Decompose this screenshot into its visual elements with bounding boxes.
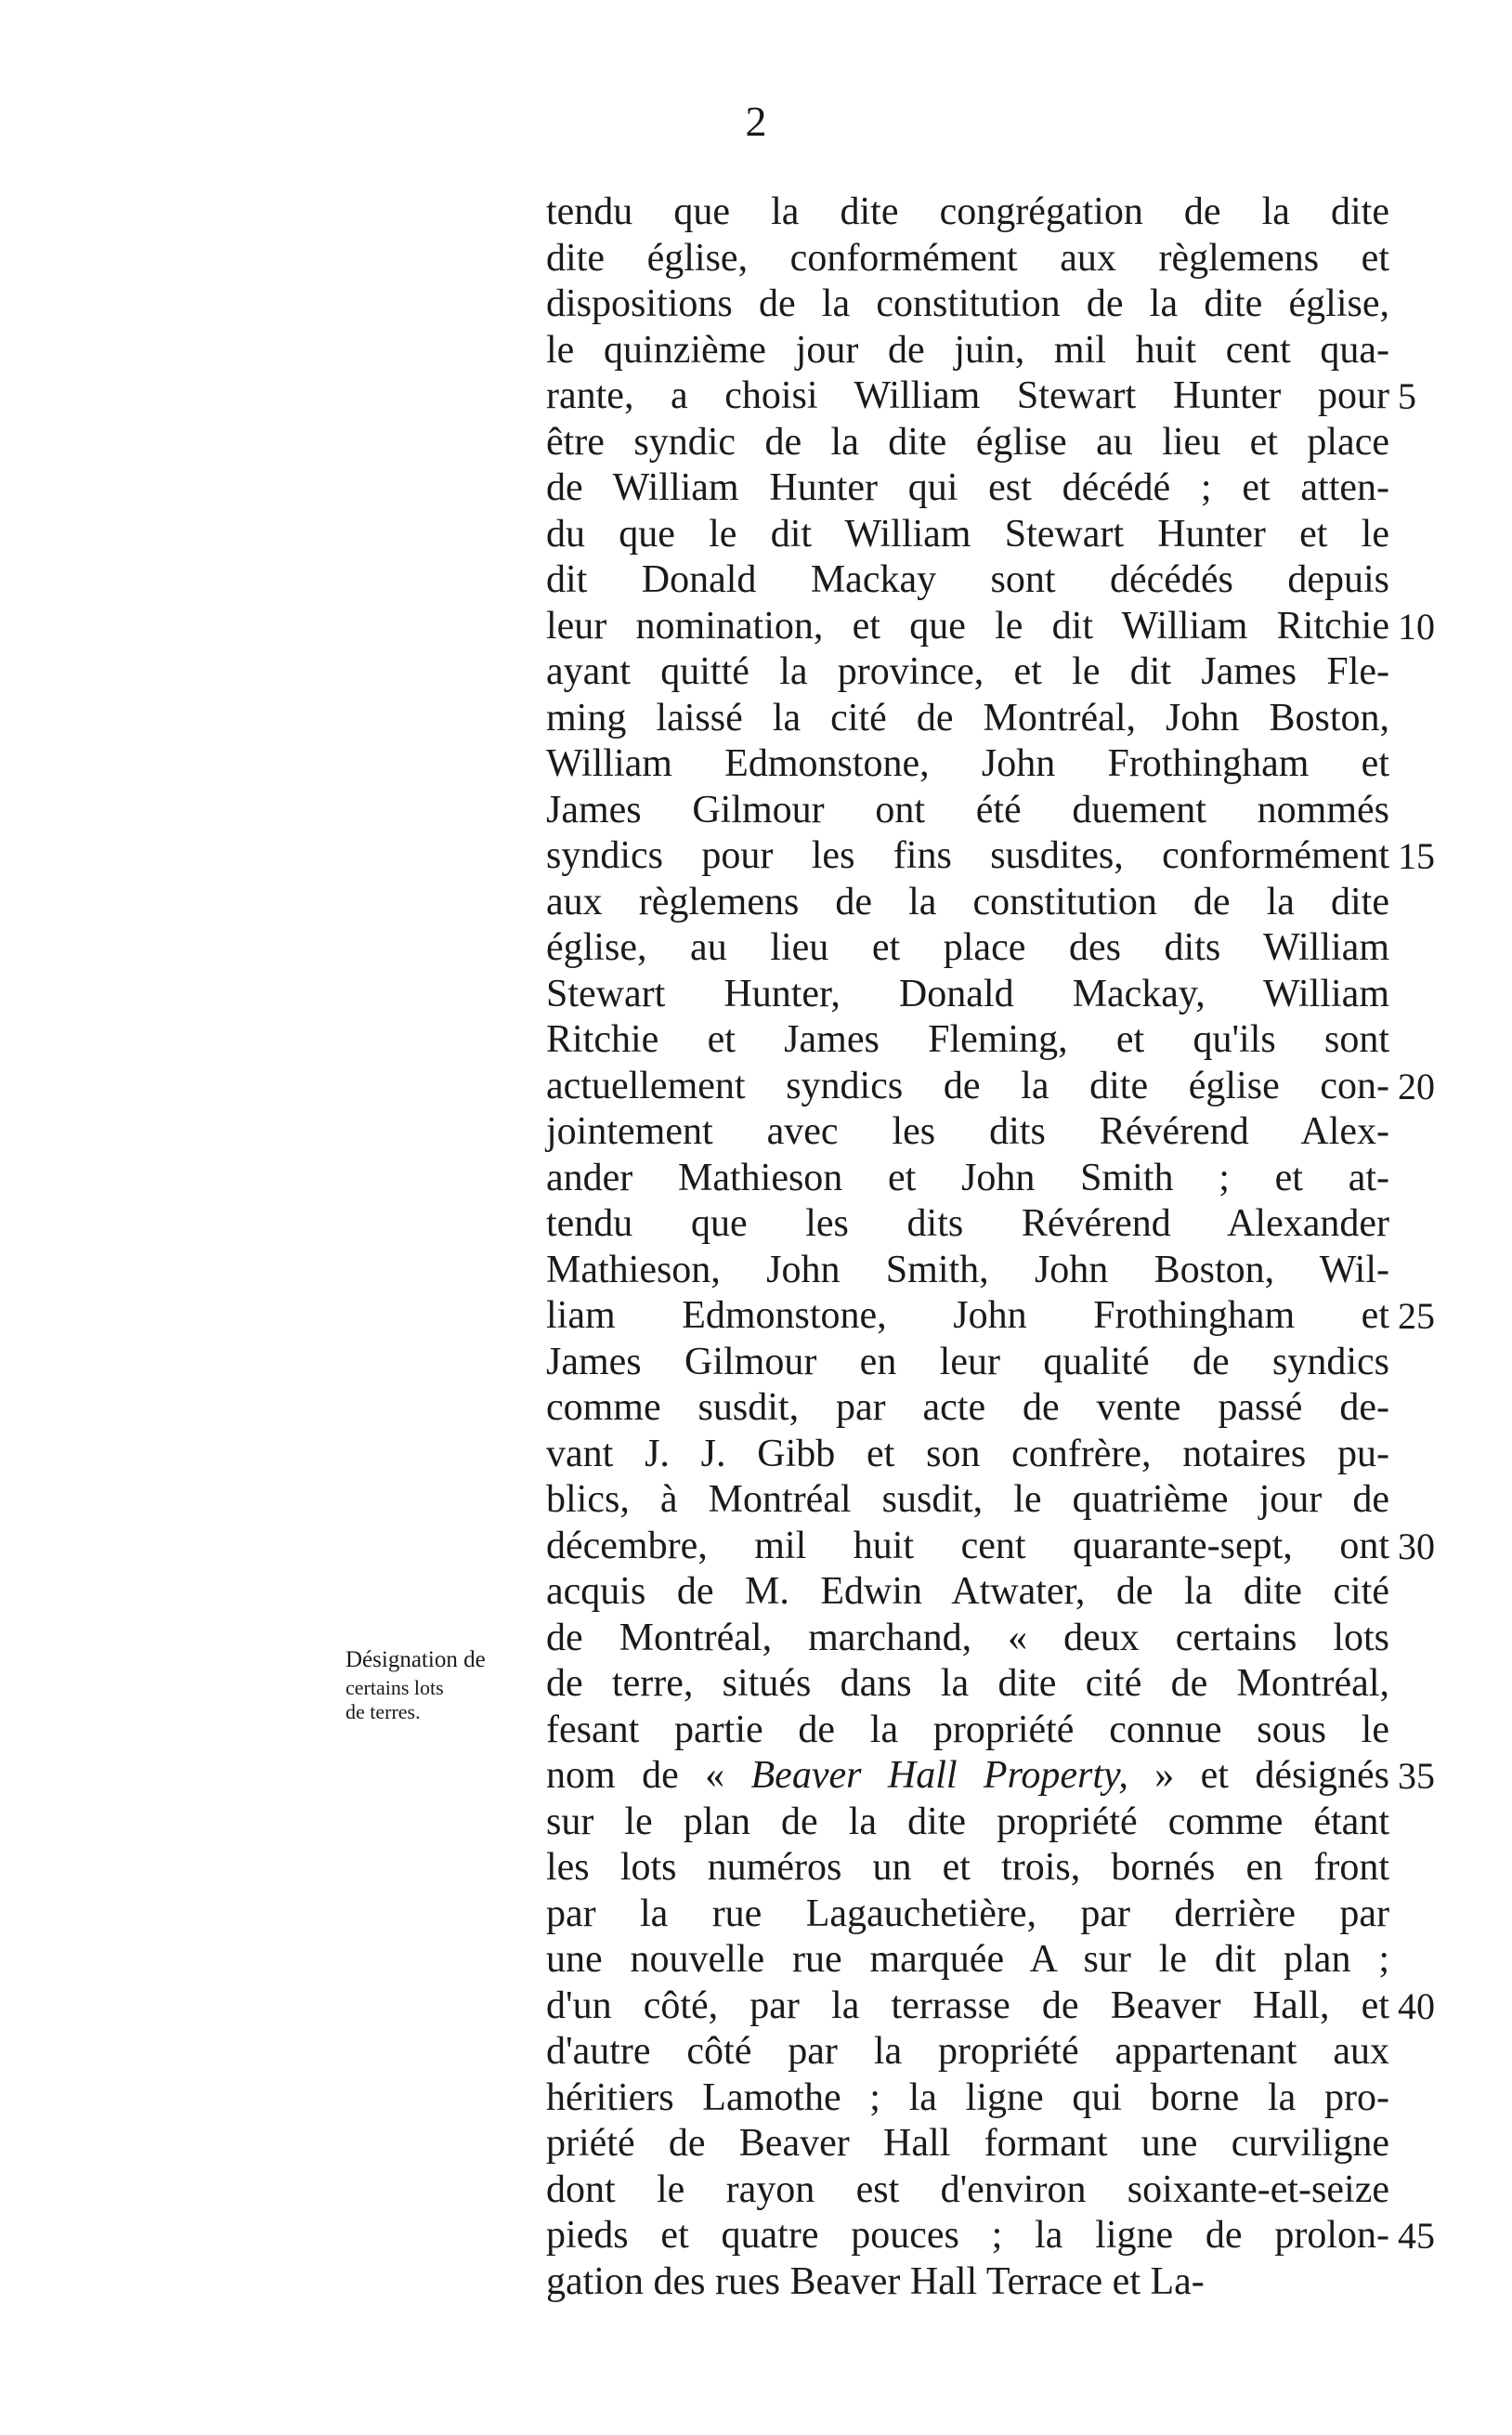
text-line: ander Mathieson et John Smith ; et at- — [546, 1156, 1389, 1199]
text-line: dispositions de la constitution de la dite église, — [546, 282, 1389, 325]
text-line: nom de « Beaver Hall Property, » et désignés — [546, 1754, 1390, 1797]
text-line: jointement avec les dits Révérend Alex- — [546, 1110, 1389, 1153]
text-line: acquis de M. Edwin Atwater, de la dite cité — [546, 1570, 1389, 1613]
line-number: 40 — [1398, 1984, 1435, 2027]
text-line: vant J. J. Gibb et son confrère, notaires pu- — [546, 1432, 1389, 1475]
text-line: de terre, situés dans la dite cité de Montréal, — [546, 1662, 1389, 1705]
text-line: les lots numéros un et trois, bornés en front — [546, 1846, 1389, 1889]
text-line: église, au lieu et place des dits William — [546, 926, 1389, 969]
text-line: décembre, mil huit cent quarante-sept, ont — [546, 1524, 1389, 1567]
text-line: Mathieson, John Smith, John Boston, Wil- — [546, 1248, 1389, 1291]
text-line: aux règlemens de la constitution de la dite — [546, 880, 1389, 923]
line-number: 5 — [1398, 375, 1416, 417]
line-number: 20 — [1398, 1065, 1435, 1107]
text-line: tendu que les dits Révérend Alexander — [546, 1202, 1389, 1245]
text-line: liam Edmonstone, John Frothingham et — [546, 1294, 1389, 1337]
text-line: fesant partie de la propriété connue sous le — [546, 1708, 1389, 1751]
line-number: 25 — [1398, 1295, 1435, 1337]
text-line: héritiers Lamothe ; la ligne qui borne la pro- — [546, 2075, 1389, 2119]
text-line: priété de Beaver Hall formant une curviligne — [546, 2122, 1389, 2165]
text-line: dont le rayon est d'environ soixante-et-seize — [546, 2167, 1389, 2211]
page-number: 2 — [745, 98, 767, 145]
text-line: Stewart Hunter, Donald Mackay, William — [546, 972, 1389, 1015]
margin-note-line: de terres. — [345, 1700, 421, 1723]
text-line: blics, à Montréal susdit, le quatrième jour de — [546, 1478, 1389, 1521]
margin-note-line: Désignation de — [345, 1647, 486, 1672]
line-number: 35 — [1398, 1755, 1435, 1797]
line-number: 15 — [1398, 835, 1435, 877]
text-line: ming laissé la cité de Montréal, John Boston, — [546, 696, 1389, 740]
text-line: syndics pour les fins susdites, conformément — [546, 834, 1389, 877]
text-line: actuellement syndics de la dite église con- — [546, 1064, 1389, 1107]
text-line: d'autre côté par la propriété appartenant aux — [546, 2030, 1389, 2073]
text-line: James Gilmour en leur qualité de syndics — [546, 1340, 1389, 1383]
line-number: 10 — [1398, 605, 1435, 648]
text-line: James Gilmour ont été duement nommés — [546, 788, 1389, 831]
text-line: de William Hunter qui est décédé ; et atten- — [546, 466, 1389, 509]
body-text — [546, 190, 1389, 2305]
text-line: rante, a choisi William Stewart Hunter pour — [546, 374, 1389, 417]
line-number: 45 — [1398, 2215, 1435, 2257]
text-line: ayant quitté la province, et le dit James Fle- — [546, 650, 1389, 693]
text-line: gation des rues Beaver Hall Terrace et La- — [546, 2259, 1205, 2303]
text-line: tendu que la dite congrégation de la dite — [546, 190, 1389, 233]
margin-note — [345, 1644, 550, 1724]
text-line: leur nomination, et que le dit William Ritchie — [546, 604, 1389, 648]
text-line: du que le dit William Stewart Hunter et le — [546, 512, 1389, 556]
text-line: le quinzième jour de juin, mil huit cent qua- — [546, 328, 1389, 372]
text-line: d'un côté, par la terrasse de Beaver Hall, et — [546, 1983, 1389, 2027]
text-line: comme susdit, par acte de vente passé de- — [546, 1386, 1389, 1429]
text-line: par la rue Lagauchetière, par derrière par — [546, 1892, 1389, 1935]
text-line: pieds et quatre pouces ; la ligne de prolon- — [546, 2214, 1389, 2257]
text-line: sur le plan de la dite propriété comme étant — [546, 1800, 1389, 1843]
text-line: de Montréal, marchand, « deux certains lots — [546, 1616, 1389, 1659]
text-line: dite église, conformément aux règlemens et — [546, 236, 1389, 280]
text-line: dit Donald Mackay sont décédés depuis — [546, 558, 1389, 601]
text-line: être syndic de la dite église au lieu et place — [546, 420, 1389, 464]
margin-note-line: certains lots — [345, 1676, 444, 1699]
text-line: William Edmonstone, John Frothingham et — [546, 742, 1389, 785]
line-number: 30 — [1398, 1525, 1435, 1567]
text-line: Ritchie et James Fleming, et qu'ils sont — [546, 1018, 1389, 1061]
text-line: une nouvelle rue marquée A sur le dit plan ; — [546, 1938, 1389, 1981]
